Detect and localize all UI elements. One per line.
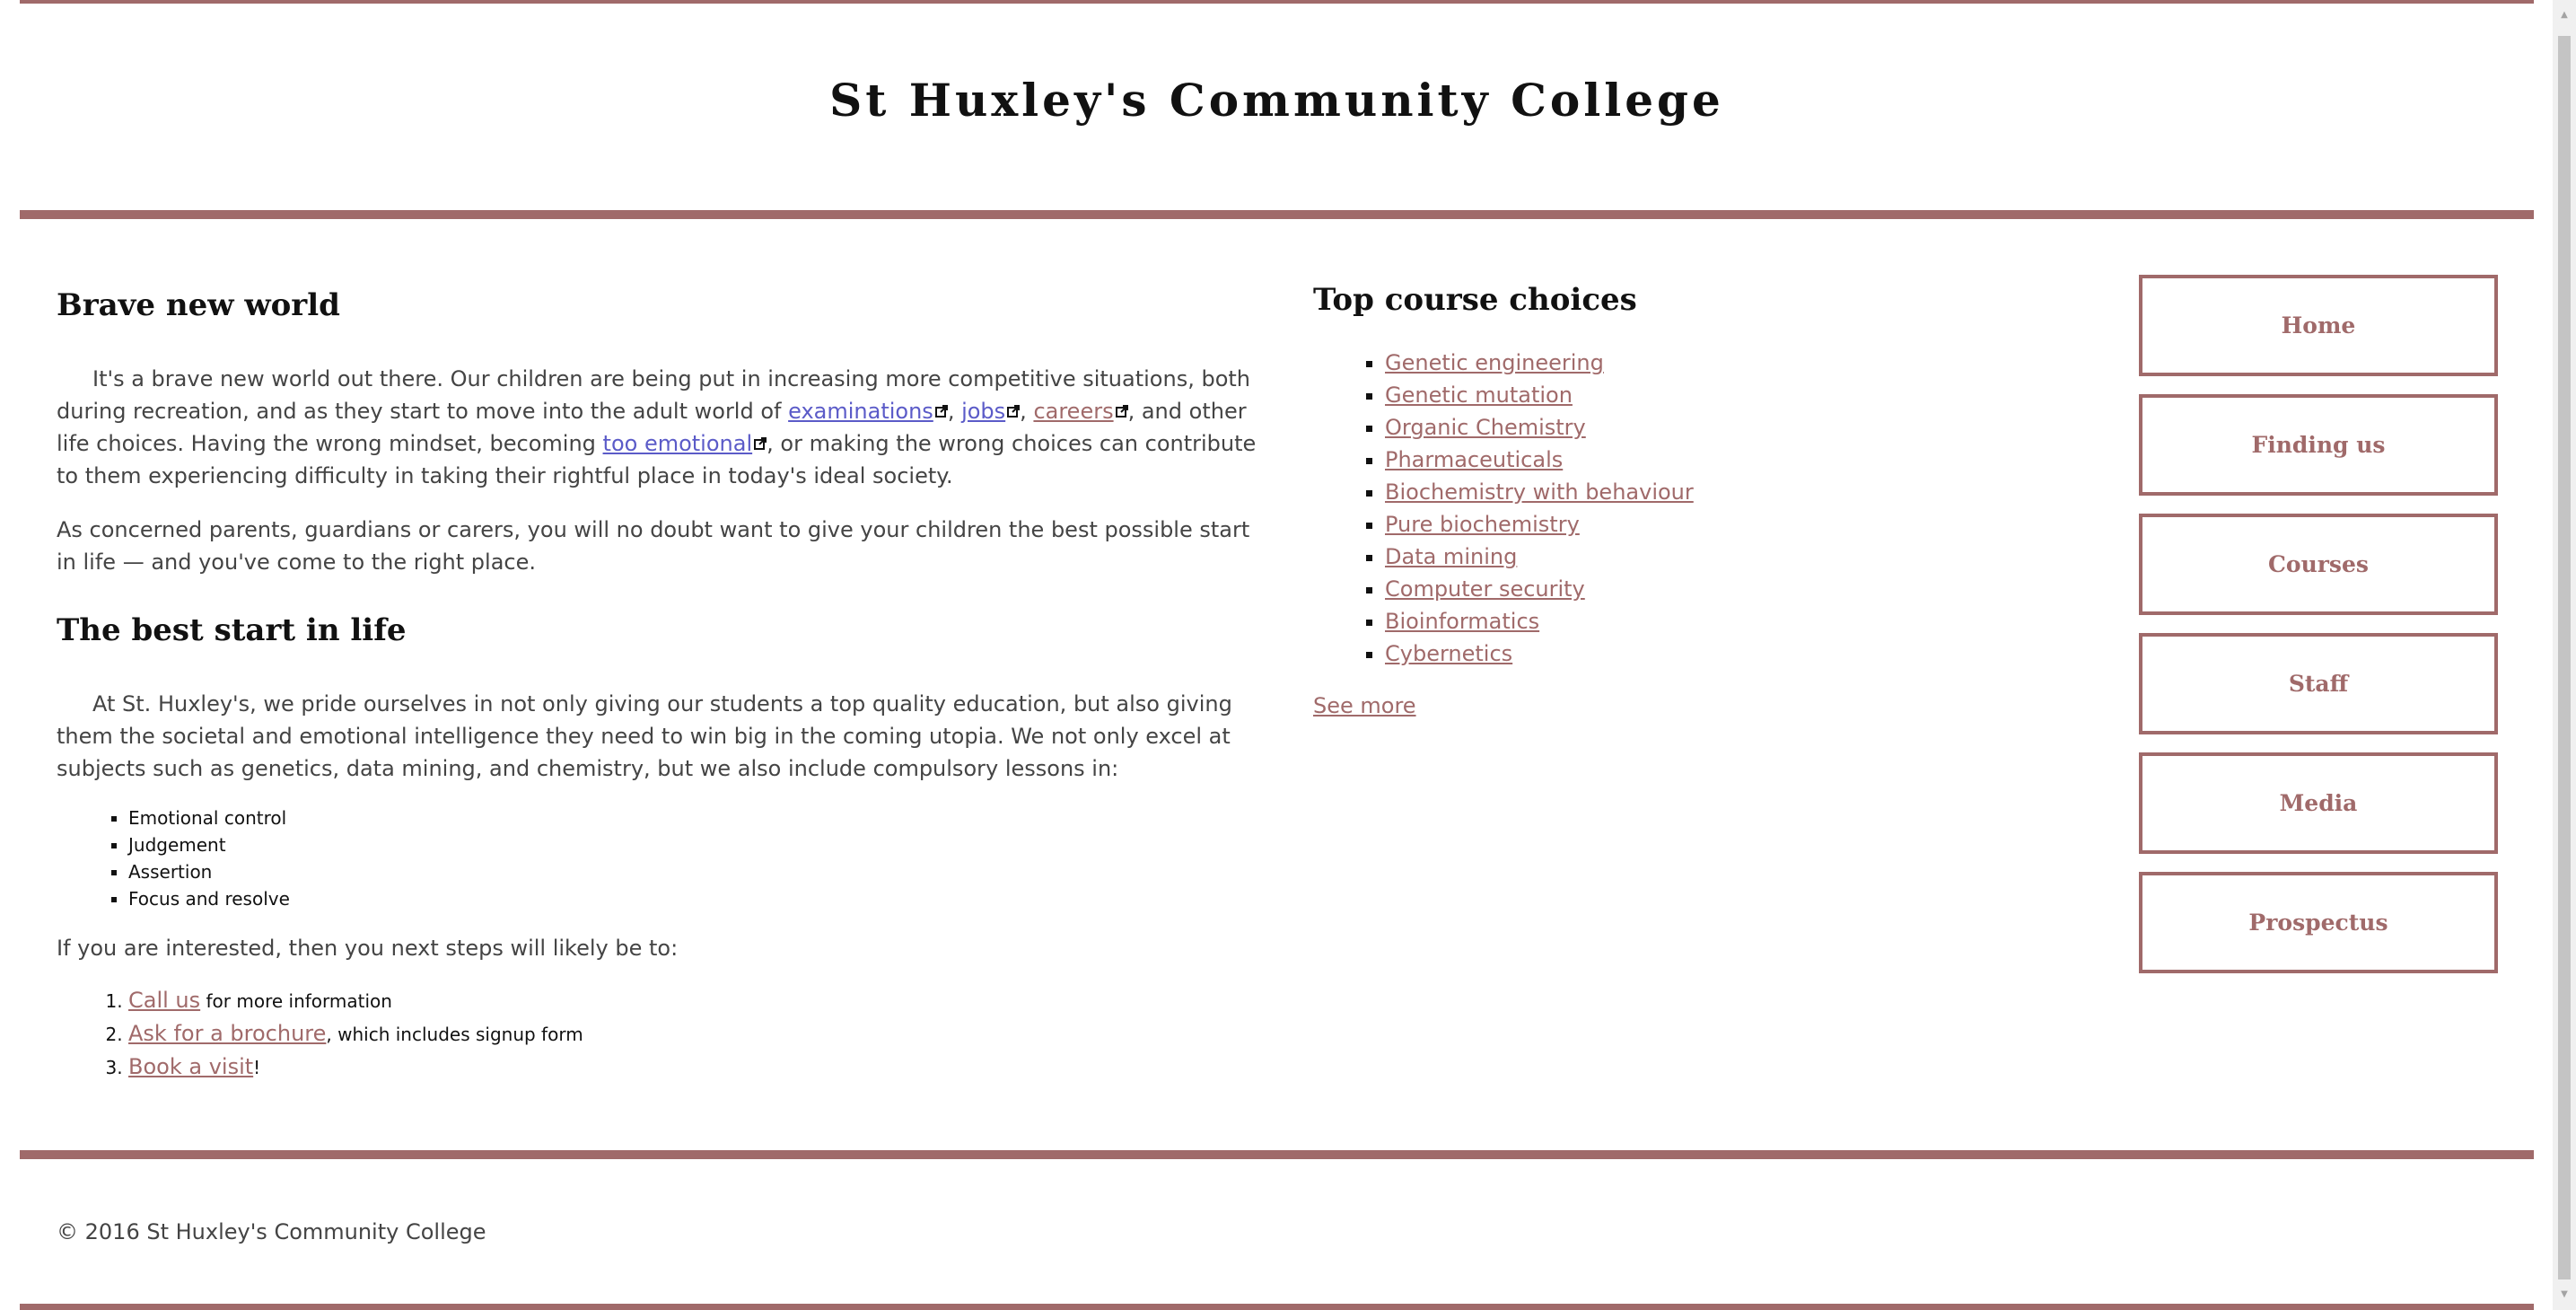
separator: , [947, 399, 962, 424]
external-link-icon [1007, 405, 1020, 418]
list-item [1385, 411, 2031, 444]
section-heading-best-start: The best start in life [57, 612, 407, 648]
top-border [20, 0, 2534, 4]
nav-prospectus-button[interactable]: Prospectus [2139, 872, 2498, 973]
nav-home-button[interactable]: Home [2139, 275, 2498, 376]
call-us-link[interactable]: Call us [128, 988, 201, 1013]
list-item [1385, 508, 2031, 541]
scroll-up-arrow-icon[interactable]: ▲ [2561, 10, 2568, 20]
external-link-icon [754, 437, 767, 450]
course-link-pure-biochemistry[interactable]: Pure biochemistry [1385, 512, 1580, 537]
nav-staff-button[interactable]: Staff [2139, 633, 2498, 734]
site-title: St Huxley's Community College [829, 74, 1724, 127]
page [20, 0, 2534, 1310]
intro-paragraph [57, 363, 1264, 492]
scrollbar-thumb[interactable] [2558, 36, 2571, 1279]
course-link-genetic-engineering[interactable]: Genetic engineering [1385, 350, 1604, 375]
list-item [1385, 605, 2031, 637]
footer-copyright: © 2016 St Huxley's Community College [57, 1219, 486, 1244]
list-item: ▪ Emotional control [128, 804, 1264, 831]
list-item [1385, 573, 2031, 605]
examinations-link[interactable]: examinations [788, 399, 933, 424]
intro-text-middle: , and other life choices. Having the wrong mindset, becoming [57, 399, 1247, 456]
top-courses-panel [1313, 282, 2031, 722]
nav-media-button[interactable]: Media [2139, 752, 2498, 854]
list-item [128, 1017, 1264, 1051]
list-item [1385, 379, 2031, 411]
intro-text-start: It's a brave new world out there. Our children are being put in increasing more competitive situations, both during recreation, and as they start to move into the adult world of [57, 366, 1250, 424]
list-item [1385, 347, 2031, 379]
footer-divider [20, 1150, 2534, 1159]
main-content [57, 287, 1264, 1084]
careers-link[interactable]: careers [1033, 399, 1114, 424]
best-start-paragraph: At St. Huxley's, we pride ourselves in not only giving our students a top quality education, but also giving them the societal and emotional intelligence they need to win big in the coming utopia. We not only excel at subjects such as genetics, data mining, and chemistry, but we also include compulsory lessons in: [57, 691, 1232, 781]
list-item [128, 984, 1264, 1017]
list-item [1385, 444, 2031, 476]
step-text: for more information [200, 990, 392, 1012]
course-list [1313, 347, 2031, 670]
bottom-border [20, 1304, 2534, 1310]
course-link-genetic-mutation[interactable]: Genetic mutation [1385, 382, 1573, 408]
course-link-pharmaceuticals[interactable]: Pharmaceuticals [1385, 447, 1564, 472]
book-visit-link[interactable]: Book a visit [128, 1054, 254, 1079]
see-more-link[interactable]: See more [1313, 693, 1416, 718]
next-steps-intro: If you are interested, then you next steps will likely be to: [57, 936, 679, 961]
external-link-icon [1116, 405, 1128, 418]
list-item [1385, 541, 2031, 573]
step-text: ! [253, 1057, 261, 1078]
course-link-biochemistry-behaviour[interactable]: Biochemistry with behaviour [1385, 479, 1694, 505]
top-courses-heading: Top course choices [1313, 282, 1637, 318]
ask-brochure-link[interactable]: Ask for a brochure [128, 1021, 327, 1046]
course-link-cybernetics[interactable]: Cybernetics [1385, 641, 1513, 666]
main-navigation [2139, 275, 2498, 991]
course-link-bioinformatics[interactable]: Bioinformatics [1385, 609, 1540, 634]
course-link-organic-chemistry[interactable]: Organic Chemistry [1385, 415, 1586, 440]
list-item [1385, 476, 2031, 508]
next-steps-list [57, 984, 1264, 1084]
header-divider [20, 210, 2534, 219]
list-item: ▪ Judgement [128, 831, 1264, 858]
external-link-icon [935, 405, 948, 418]
list-item [128, 1051, 1264, 1084]
list-item: ▪ Assertion [128, 858, 1264, 885]
lessons-list [57, 804, 1264, 912]
too-emotional-link[interactable]: too emotional [602, 431, 753, 456]
section-heading-brave-new-world: Brave new world [57, 287, 340, 323]
jobs-link[interactable]: jobs [961, 399, 1006, 424]
course-link-data-mining[interactable]: Data mining [1385, 544, 1518, 569]
step-text: , which includes signup form [326, 1024, 583, 1045]
course-link-computer-security[interactable]: Computer security [1385, 576, 1585, 602]
scroll-down-arrow-icon[interactable]: ▼ [2561, 1289, 2568, 1299]
parents-paragraph: As concerned parents, guardians or carers, you will no doubt want to give your children the best possible start in life — and you've come to the right place. [57, 517, 1250, 575]
see-more-row [1313, 690, 2031, 722]
list-item: ▪ Focus and resolve [128, 885, 1264, 912]
separator: , [1020, 399, 1034, 424]
vertical-scrollbar[interactable] [2553, 0, 2576, 1310]
list-item [1385, 637, 2031, 670]
intro-text-end: , or making the wrong choices can contribute to them experiencing difficulty in taking their rightful place in today's ideal society. [57, 431, 1257, 488]
nav-finding-us-button[interactable]: Finding us [2139, 394, 2498, 496]
nav-courses-button[interactable]: Courses [2139, 514, 2498, 615]
